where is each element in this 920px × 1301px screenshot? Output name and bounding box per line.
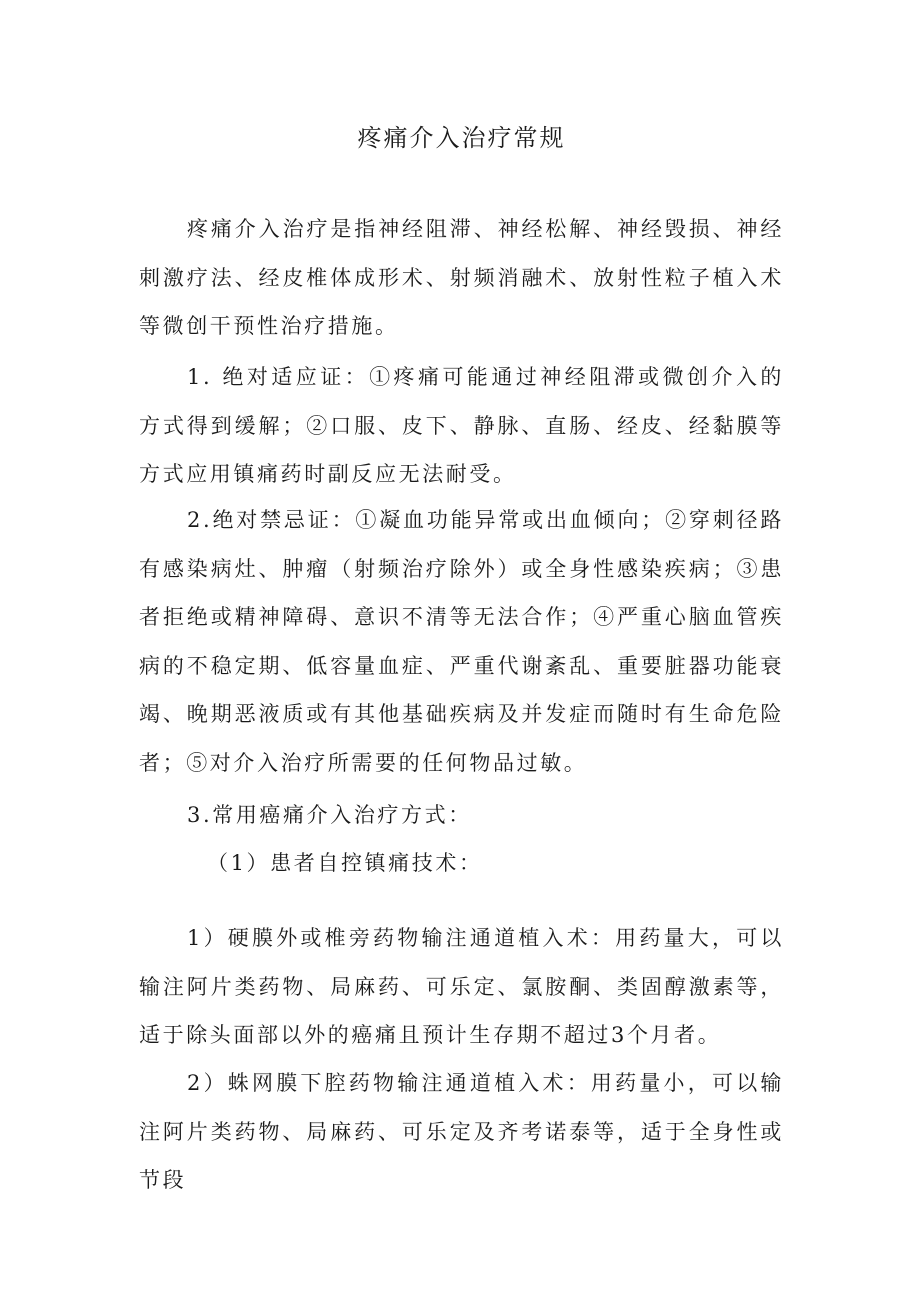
paragraph-indications: 1. 绝对适应证：①疼痛可能通过神经阻滞或微创介入的方式得到缓解；②口服、皮下、静脉、直肠、经皮、经黏膜等方式应用镇痛药时副反应无法耐受。 [139,365,784,486]
paragraph-contraindications: 2.绝对禁忌证：①凝血功能异常或出血倾向；②穿刺径路有感染病灶、肿瘤（射频治疗除外）或全身性感染疾病；③患者拒绝或精神障碍、意识不清等无法合作；④严重心脑血管疾病的不稳定期、低容量血症、严重代谢紊乱、重要脏器功能衰竭、晚期恶液质或有其他基础疾病及并发症而随时有生命危险者；⑤对介入治疗所需要的任何物品过敏。 [139,508,784,775]
paragraph-subarachnoid: 2）蛛网膜下腔药物输注通道植入术：用药量小，可以输注阿片类药物、局麻药、可乐定及齐考诺泰等，适于全身性或节段 [139,1071,784,1192]
paragraph-epidural: 1）硬膜外或椎旁药物输注通道植入术：用药量大，可以输注阿片类药物、局麻药、可乐定、氯胺酮、类固醇激素等，适于除头面部以外的癌痛且预计生存期不超过3个月者。 [139,926,784,1047]
paragraph-methods-heading: 3.常用癌痛介入治疗方式： [187,803,472,827]
paragraph-pca-heading: （1）患者自控镇痛技术： [207,851,483,875]
document-title: 疼痛介入治疗常规 [357,124,566,152]
paragraph-intro: 疼痛介入治疗是指神经阻滞、神经松解、神经毁损、神经刺激疗法、经皮椎体成形术、射频消融术、放射性粒子植入术等微创干预性治疗措施。 [139,217,784,338]
